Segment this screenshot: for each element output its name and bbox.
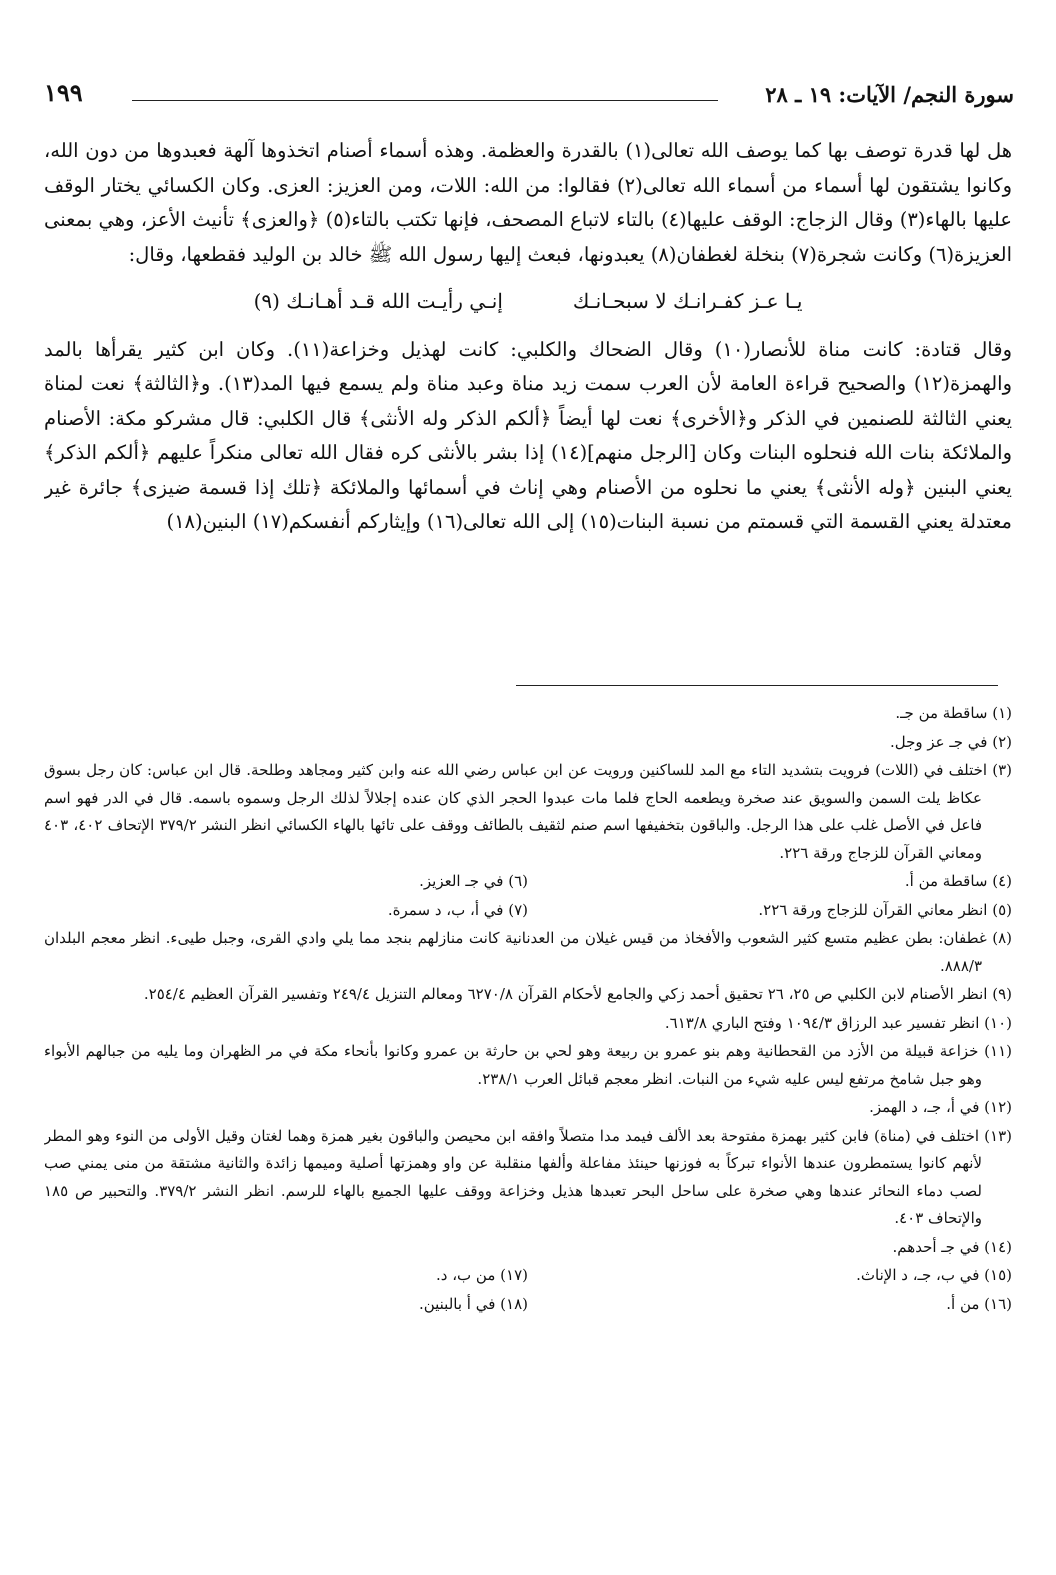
- paragraph-1: هل لها قدرة توصف بها كما يوصف الله تعالى(١) بالقدرة والعظمة. وهذه أسماء أصنام اتخذوها آلهة فعبدوها من دون الله، وكانوا يشتقون لها أسماء من أسماء الله تعالى(٢) فقالوا: من الله: اللات، ومن العزيز: العزى. وكان الكسائي يختار الوقف عليها بالهاء(٣) وقال الزجاج: الوقف عليها(٤) بالتاء لاتباع المصحف، فإنها تكتب بالتاء(٥) ﴿والعزى﴾ تأنيث الأعز، وهي بمعنى العزيزة(٦) وكانت شجرة(٧) بنخلة لغطفان(٨) يعبدونها، فبعث إليها رسول الله ﷺ خالد بن الوليد فقطعها، وقال:: [44, 139, 1012, 266]
- running-title: سورة النجم/ الآيات: ١٩ ـ ٢٨: [765, 82, 1014, 107]
- verse-second-hemistich: إنـي رأيـت الله قـد أهـانـك (٩): [253, 289, 503, 313]
- footnote-3: (٣) اختلف في (اللات) فرويت بتشديد التاء مع المد للساكنين ورويت عن ابن عباس رضي الله عنه وابن كثير ومجاهد وطلحة. قال ابن عباس: كان رجل بسوق عكاظ يلت السمن والسويق عند صخرة ويطعمه الحاج فلما مات عبدوا الحجر الذي كان عنده إجلالاً لذلك الرجل وسموه باسمه. قال في الدر فهو اسم فاعل في الأصل غلب على هذا الرجل. والباقون بتخفيفها اسم صنم لثقيف بالطائف ووقف على تائها بالهاء الكسائي انظر النشر ٣٧٩/٢ الإتحاف ٤٠٢، ٤٠٣ ومعاني القرآن للزجاج ورقة ٢٢٦.: [44, 761, 1012, 862]
- footnote-16: (١٦) من أ.: [946, 1294, 1012, 1313]
- poetry-verse: [44, 284, 1012, 319]
- page-header: [40, 78, 1016, 112]
- footnote-15: (١٥) في ب، جـ، د الإناث.: [856, 1266, 1012, 1284]
- footnote-11: (١١) خزاعة قبيلة من الأزد من القحطانية وهم بنو عمرو بن ربيعة وهو لحي بن حارثة بن عمرو وكانوا بأنحاء مكة في مر الظهران وما يليه من جبالهم الأبواء وهو جبل شامخ مرتفع ليس عليه شيء من النبات. انظر معجم قبائل العرب ٢٣٨/١.: [44, 1042, 1012, 1088]
- header-rule: [132, 100, 718, 101]
- footnote-18: (١٨) في أ بالبنين.: [418, 1294, 528, 1313]
- footnote-pair-15-17: [44, 1262, 1012, 1290]
- footnote-12: (١٢) في أ، جـ، د الهمز.: [869, 1098, 1012, 1116]
- footnote-10: (١٠) انظر تفسير عبد الرزاق ١٠٩٤/٣ وفتح الباري ٦١٣/٨.: [664, 1013, 1012, 1032]
- footnote-9: (٩) انظر الأصنام لابن الكلبي ص ٢٥، ٢٦ تحقيق أحمد زكي والجامع لأحكام القرآن ٦٢٧٠/٨ ومعالم التنزيل ٢٤٩/٤ وتفسير القرآن العظيم ٢٥٤/٤.: [143, 985, 1012, 1003]
- footnote-8: (٨) غطفان: بطن عظيم متسع كثير الشعوب والأفخاذ من قيس غيلان من العدنانية كانت منازلهم بنجد مما يلي وادي القرى، وجبل طيىء. انظر معجم البلدان ٨٨٨/٣.: [44, 929, 1012, 975]
- footnote-pair-5-7: [44, 897, 1012, 925]
- footnotes: [44, 700, 1012, 1515]
- main-text: [44, 134, 1012, 674]
- footnote-6: (٦) في جـ العزيز.: [419, 872, 528, 890]
- paragraph-2: وقال قتادة: كانت مناة للأنصار(١٠) وقال الضحاك والكلبي: كانت لهذيل وخزاعة(١١). وكان ابن كثير يقرأها بالمد والهمزة(١٢) والصحيح قراءة العامة لأن العرب سمت زيد مناة وعبد مناة ولم يسمع فيها المد(١٣). و﴿الثالثة﴾ نعت لمناة يعني الثالثة للصنمين في الذكر و﴿الأخرى﴾ نعت لها أيضاً ﴿ألكم الذكر وله الأنثى﴾ قال الكلبي: قال مشركو مكة: الأصنام والملائكة بنات الله فنحلوه البنات وكان [الرجل منهم](١٤) إذا بشر بالأنثى كره فقال الله تعالى منكراً عليهم ﴿ألكم الذكر﴾ يعني البنين ﴿وله الأنثى﴾ يعني ما نحلوه من الأصنام وهي إناث في أسمائها والملائكة ﴿تلك إذا قسمة ضيزى﴾ جائرة غير معتدلة يعني القسمة التي قسمتم من نسبة البنات(١٥) إلى الله تعالى(١٦) وإيثاركم أنفسكم(١٧) البنين(١٨): [44, 337, 1012, 533]
- footnote-13: (١٣) اختلف في (مناة) فابن كثير بهمزة مفتوحة بعد الألف فيمد مدا متصلاً وافقه ابن محيصن والباقون بغير همزة وهما لغتان وقيل الأولى من النوء وهو المطر لأنهم كانوا يستمطرون عندها الأنواء تبركاً به فوزنها حينئذ مفاعلة وألفها منقلبة عن واو وهمزتها أصلية وميمها زائدة والثانية مشتقة من منى يمني صب لصب دماء النحائر عندها وهي صخرة على ساحل البحر تعبدها هذيل وخزاعة ووقف عليها الجميع بالهاء للرسم. انظر النشر ٣٧٩/٢. والتحبير ص ١٨٥ والإتحاف ٤٠٣.: [44, 1126, 1012, 1227]
- footnote-5: (٥) انظر معاني القرآن للزجاج ورقة ٢٢٦.: [758, 900, 1012, 919]
- footnote-14: (١٤) في جـ أحدهم.: [892, 1237, 1012, 1256]
- verse-first-hemistich: يـا عـز كفـرانـك لا سبحـانـك: [572, 289, 803, 313]
- footnote-4: (٤) ساقطة من أ.: [904, 872, 1012, 890]
- footnote-separator: [516, 685, 998, 686]
- footnote-pair-16-18: [44, 1291, 1012, 1319]
- footnote-7: (٧) في أ، ب، د سمرة.: [387, 900, 528, 919]
- page-number: ١٩٩: [44, 78, 83, 107]
- footnote-1: (١) ساقطة من جـ.: [895, 704, 1012, 722]
- footnote-pair-4-6: [44, 868, 1012, 896]
- footnote-2: (٢) في جـ عز وجل.: [889, 732, 1012, 751]
- footnote-17: (١٧) من ب، د.: [435, 1266, 528, 1284]
